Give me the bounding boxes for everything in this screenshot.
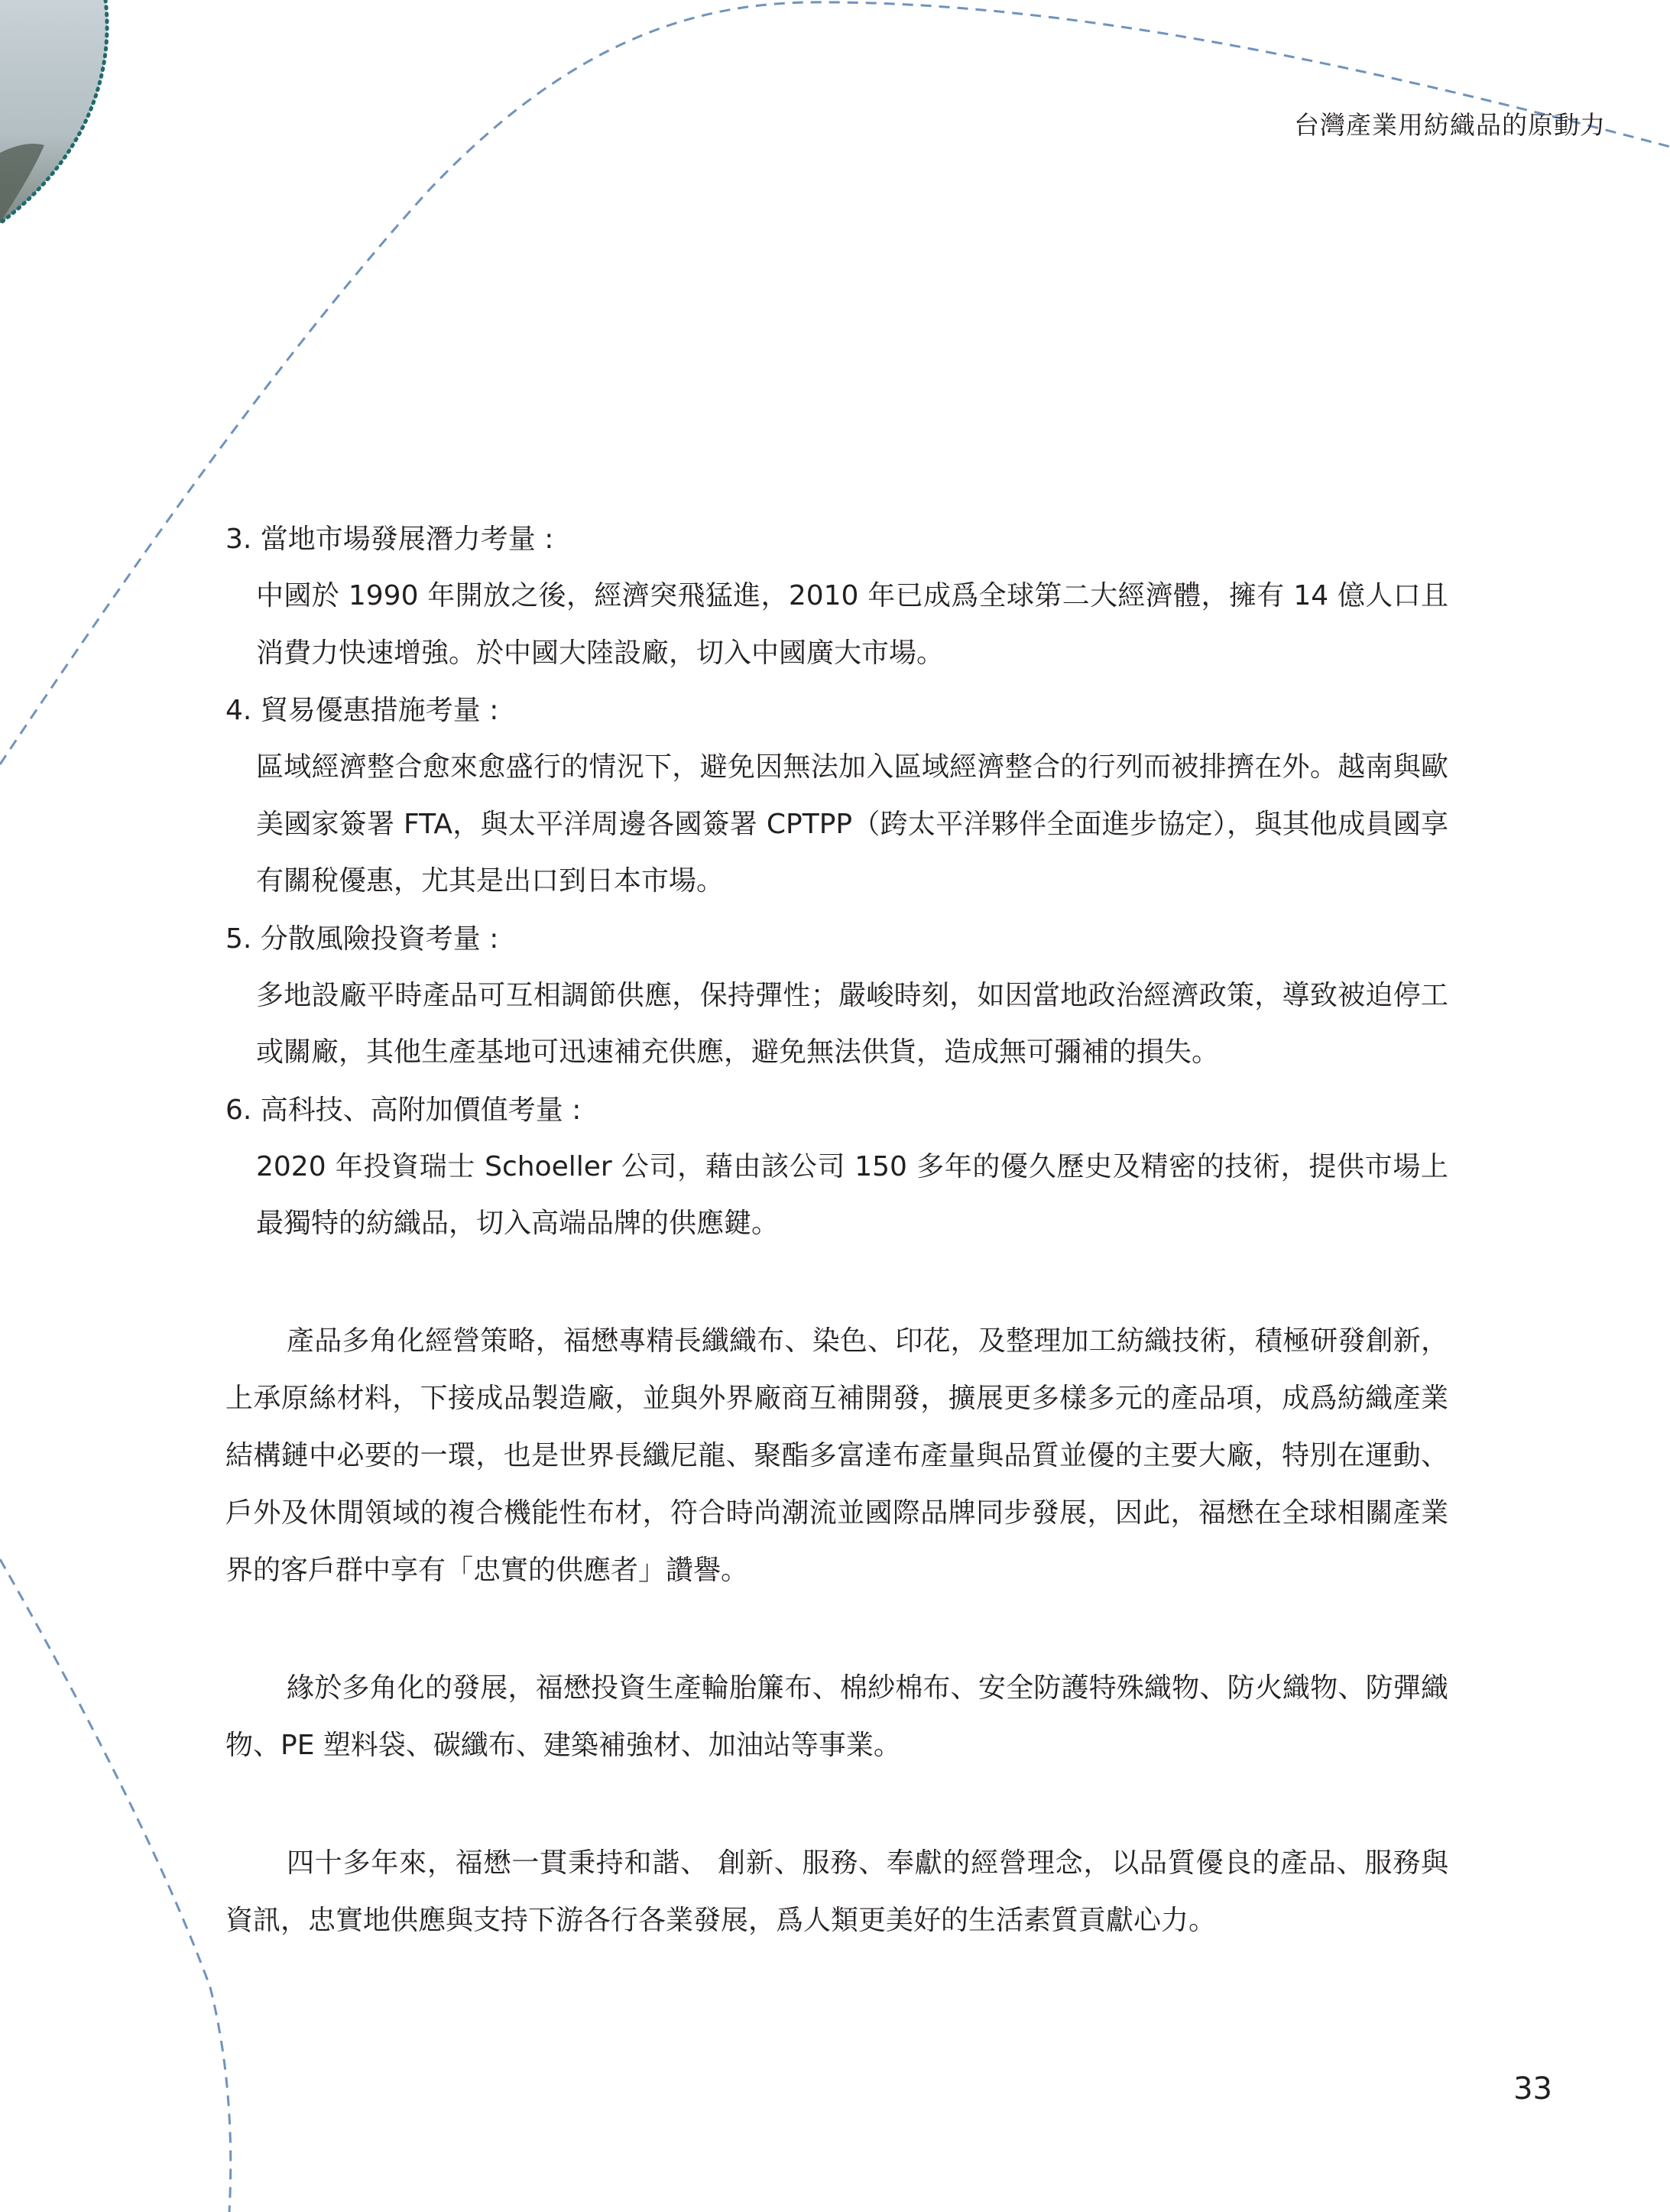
list-item (225, 910, 1448, 1082)
list-item-heading: 4. 貿易優惠措施考量 : (225, 695, 499, 726)
dashed-curve-left (0, 1559, 231, 2212)
list-item (225, 682, 1448, 910)
list-item-heading: 3. 當地市場發展潛力考量 : (225, 524, 554, 555)
numbered-list (225, 511, 1448, 1253)
body-text (225, 511, 1448, 1949)
list-item-body: 2020 年投資瑞士 Schoeller 公司，藉由該公司 150 多年的優久歷史及精密的技術，提供市場上最獨特的紡織品，切入高端品牌的供應鍵。 (256, 1150, 1448, 1239)
paragraph-diversification: 產品多角化經營策略，福懋專精長纖織布、染色、印花，及整理加工紡織技術，積極研發創新，上承原絲材料，下接成品製造廠，並與外界廠商互補開發，擴展更多樣多元的產品項，成爲紡織產業結構鏈中必要的一環，也是世界長纖尼龍、聚酯多富達布產量與品質並優的主要大廠，特別在運動、戶外及休閒領域的複合機能性布材，符合時尚潮流並國際品牌同步發展，因此，福懋在全球相關產業界的客戶群中享有「忠實的供應者」讚譽。 (225, 1325, 1448, 1586)
list-item-body: 區域經濟整合愈來愈盛行的情況下，避免因無法加入區域經濟整合的行列而被排擠在外。越南與歐美國家簽署 FTA，與太平洋周邊各國簽署 CPTPP（跨太平洋夥伴全面進步協定），與其他成員國享有關稅優惠，尤其是出口到日本市場。 (256, 751, 1448, 897)
list-item (225, 1082, 1448, 1253)
list-item-heading: 5. 分散風險投資考量 : (225, 923, 499, 955)
list-item-body: 多地設廠平時產品可互相調節供應，保持彈性；嚴峻時刻，如因當地政治經濟政策，導致被迫停工或關廠，其他生產基地可迅速補充供應，避免無法供貨，造成無可彌補的損失。 (256, 979, 1448, 1068)
running-header: 台灣產業用紡織品的原動力 (1294, 110, 1606, 140)
paragraph-business-lines: 緣於多角化的發展，福懋投資生產輪胎簾布、棉紗棉布、安全防護特殊織物、防火織物、防彈織物、PE 塑料袋、碳纖布、建築補強材、加油站等事業。 (225, 1672, 1448, 1761)
list-item-heading: 6. 高科技、高附加價值考量 : (225, 1094, 582, 1126)
page-number: 33 (1513, 2071, 1552, 2107)
list-item-body: 中國於 1990 年開放之後，經濟突飛猛進，2010 年已成爲全球第二大經濟體，擁有 14 億人口且消費力快速增強。於中國大陸設廠，切入中國廣大市場。 (256, 580, 1448, 669)
paragraph-philosophy: 四十多年來，福懋一貫秉持和諧、 創新、服務、奉獻的經營理念，以品質優良的產品、服務與資訊，忠實地供應與支持下游各行各業發展，爲人類更美好的生活素質貢獻心力。 (225, 1847, 1448, 1936)
list-item (225, 511, 1448, 682)
